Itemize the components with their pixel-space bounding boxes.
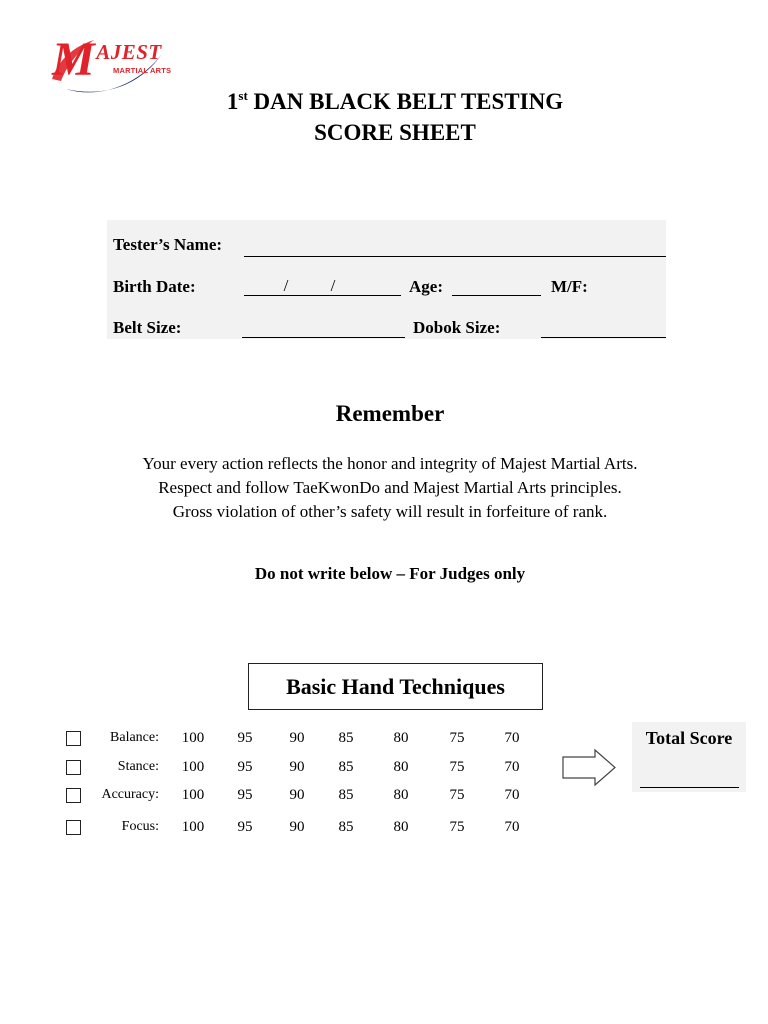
score-option-80: 80 bbox=[393, 759, 409, 775]
score-option-100: 100 bbox=[181, 759, 205, 775]
score-option-90: 90 bbox=[289, 787, 305, 803]
title-ordinal: 1 bbox=[226, 89, 239, 114]
score-option-75: 75 bbox=[449, 787, 465, 803]
score-option-90: 90 bbox=[289, 819, 305, 835]
checkbox-stance[interactable] bbox=[66, 760, 81, 775]
score-option-85: 85 bbox=[338, 819, 354, 835]
score-rows bbox=[0, 720, 560, 845]
score-option-75: 75 bbox=[449, 730, 465, 746]
score-option-100: 100 bbox=[181, 819, 205, 835]
score-option-75: 75 bbox=[449, 759, 465, 775]
birth-date-label: Birth Date: bbox=[113, 277, 196, 296]
total-score-panel bbox=[632, 722, 746, 792]
score-option-70: 70 bbox=[504, 787, 520, 803]
score-option-80: 80 bbox=[393, 819, 409, 835]
title-line-1 bbox=[22, 86, 768, 117]
score-option-75: 75 bbox=[449, 819, 465, 835]
belt-size-label: Belt Size: bbox=[113, 318, 182, 337]
remember-heading: Remember bbox=[335, 401, 445, 426]
criterion-label-balance: Balance: bbox=[110, 730, 159, 745]
checkbox-accuracy[interactable] bbox=[66, 788, 81, 803]
score-option-95: 95 bbox=[237, 787, 253, 803]
score-option-85: 85 bbox=[338, 730, 354, 746]
score-option-90: 90 bbox=[289, 730, 305, 746]
score-option-100: 100 bbox=[181, 730, 205, 746]
remember-line-1: Your every action reflects the honor and integrity of Majest Martial Arts. bbox=[142, 454, 638, 473]
score-option-95: 95 bbox=[237, 759, 253, 775]
tester-info-panel bbox=[107, 220, 666, 339]
score-row-accuracy bbox=[0, 783, 540, 807]
score-option-70: 70 bbox=[504, 819, 520, 835]
dobok-size-label: Dobok Size: bbox=[413, 318, 501, 337]
criterion-label-accuracy: Accuracy: bbox=[101, 787, 159, 802]
remember-line-3: Gross violation of other’s safety will result in forfeiture of rank. bbox=[172, 502, 608, 521]
title-main: DAN BLACK BELT TESTING bbox=[253, 89, 564, 114]
judges-only-note: Do not write below – For Judges only bbox=[254, 564, 526, 583]
page-title bbox=[22, 86, 768, 148]
score-option-70: 70 bbox=[504, 730, 520, 746]
age-field[interactable] bbox=[452, 276, 541, 296]
score-option-95: 95 bbox=[237, 819, 253, 835]
logo-tagline: MARTIAL ARTS bbox=[113, 66, 172, 75]
checkbox-balance[interactable] bbox=[66, 731, 81, 746]
score-option-95: 95 bbox=[237, 730, 253, 746]
age-label: Age: bbox=[409, 277, 443, 296]
score-option-80: 80 bbox=[393, 730, 409, 746]
belt-size-field[interactable] bbox=[242, 318, 405, 338]
title-ordinal-suffix: st bbox=[238, 88, 248, 103]
tester-name-label: Tester’s Name: bbox=[113, 235, 223, 254]
score-option-85: 85 bbox=[338, 759, 354, 775]
sex-label: M/F: bbox=[551, 277, 588, 296]
criterion-label-focus: Focus: bbox=[121, 819, 159, 834]
checkbox-focus[interactable] bbox=[66, 820, 81, 835]
logo-wordmark: MAJEST bbox=[52, 33, 162, 86]
tester-name-field[interactable] bbox=[244, 256, 666, 257]
score-row-balance bbox=[0, 726, 540, 750]
score-option-70: 70 bbox=[504, 759, 520, 775]
criterion-label-stance: Stance: bbox=[117, 759, 159, 774]
total-score-label: Total Score bbox=[645, 728, 733, 748]
score-option-80: 80 bbox=[393, 787, 409, 803]
date-separator-1: / bbox=[283, 276, 289, 295]
birth-date-field[interactable] bbox=[244, 276, 401, 296]
score-row-focus bbox=[0, 815, 540, 839]
date-separator-2: / bbox=[330, 276, 336, 295]
score-option-90: 90 bbox=[289, 759, 305, 775]
right-arrow-icon bbox=[561, 747, 619, 789]
section-title-box: Basic Hand Techniques bbox=[248, 663, 543, 710]
total-score-field[interactable] bbox=[640, 787, 739, 788]
remember-line-2: Respect and follow TaeKwonDo and Majest Martial Arts principles. bbox=[158, 478, 622, 497]
score-option-100: 100 bbox=[181, 787, 205, 803]
dobok-size-field[interactable] bbox=[541, 318, 666, 338]
title-line-2: SCORE SHEET bbox=[314, 120, 476, 145]
score-option-85: 85 bbox=[338, 787, 354, 803]
score-row-stance bbox=[0, 755, 540, 779]
